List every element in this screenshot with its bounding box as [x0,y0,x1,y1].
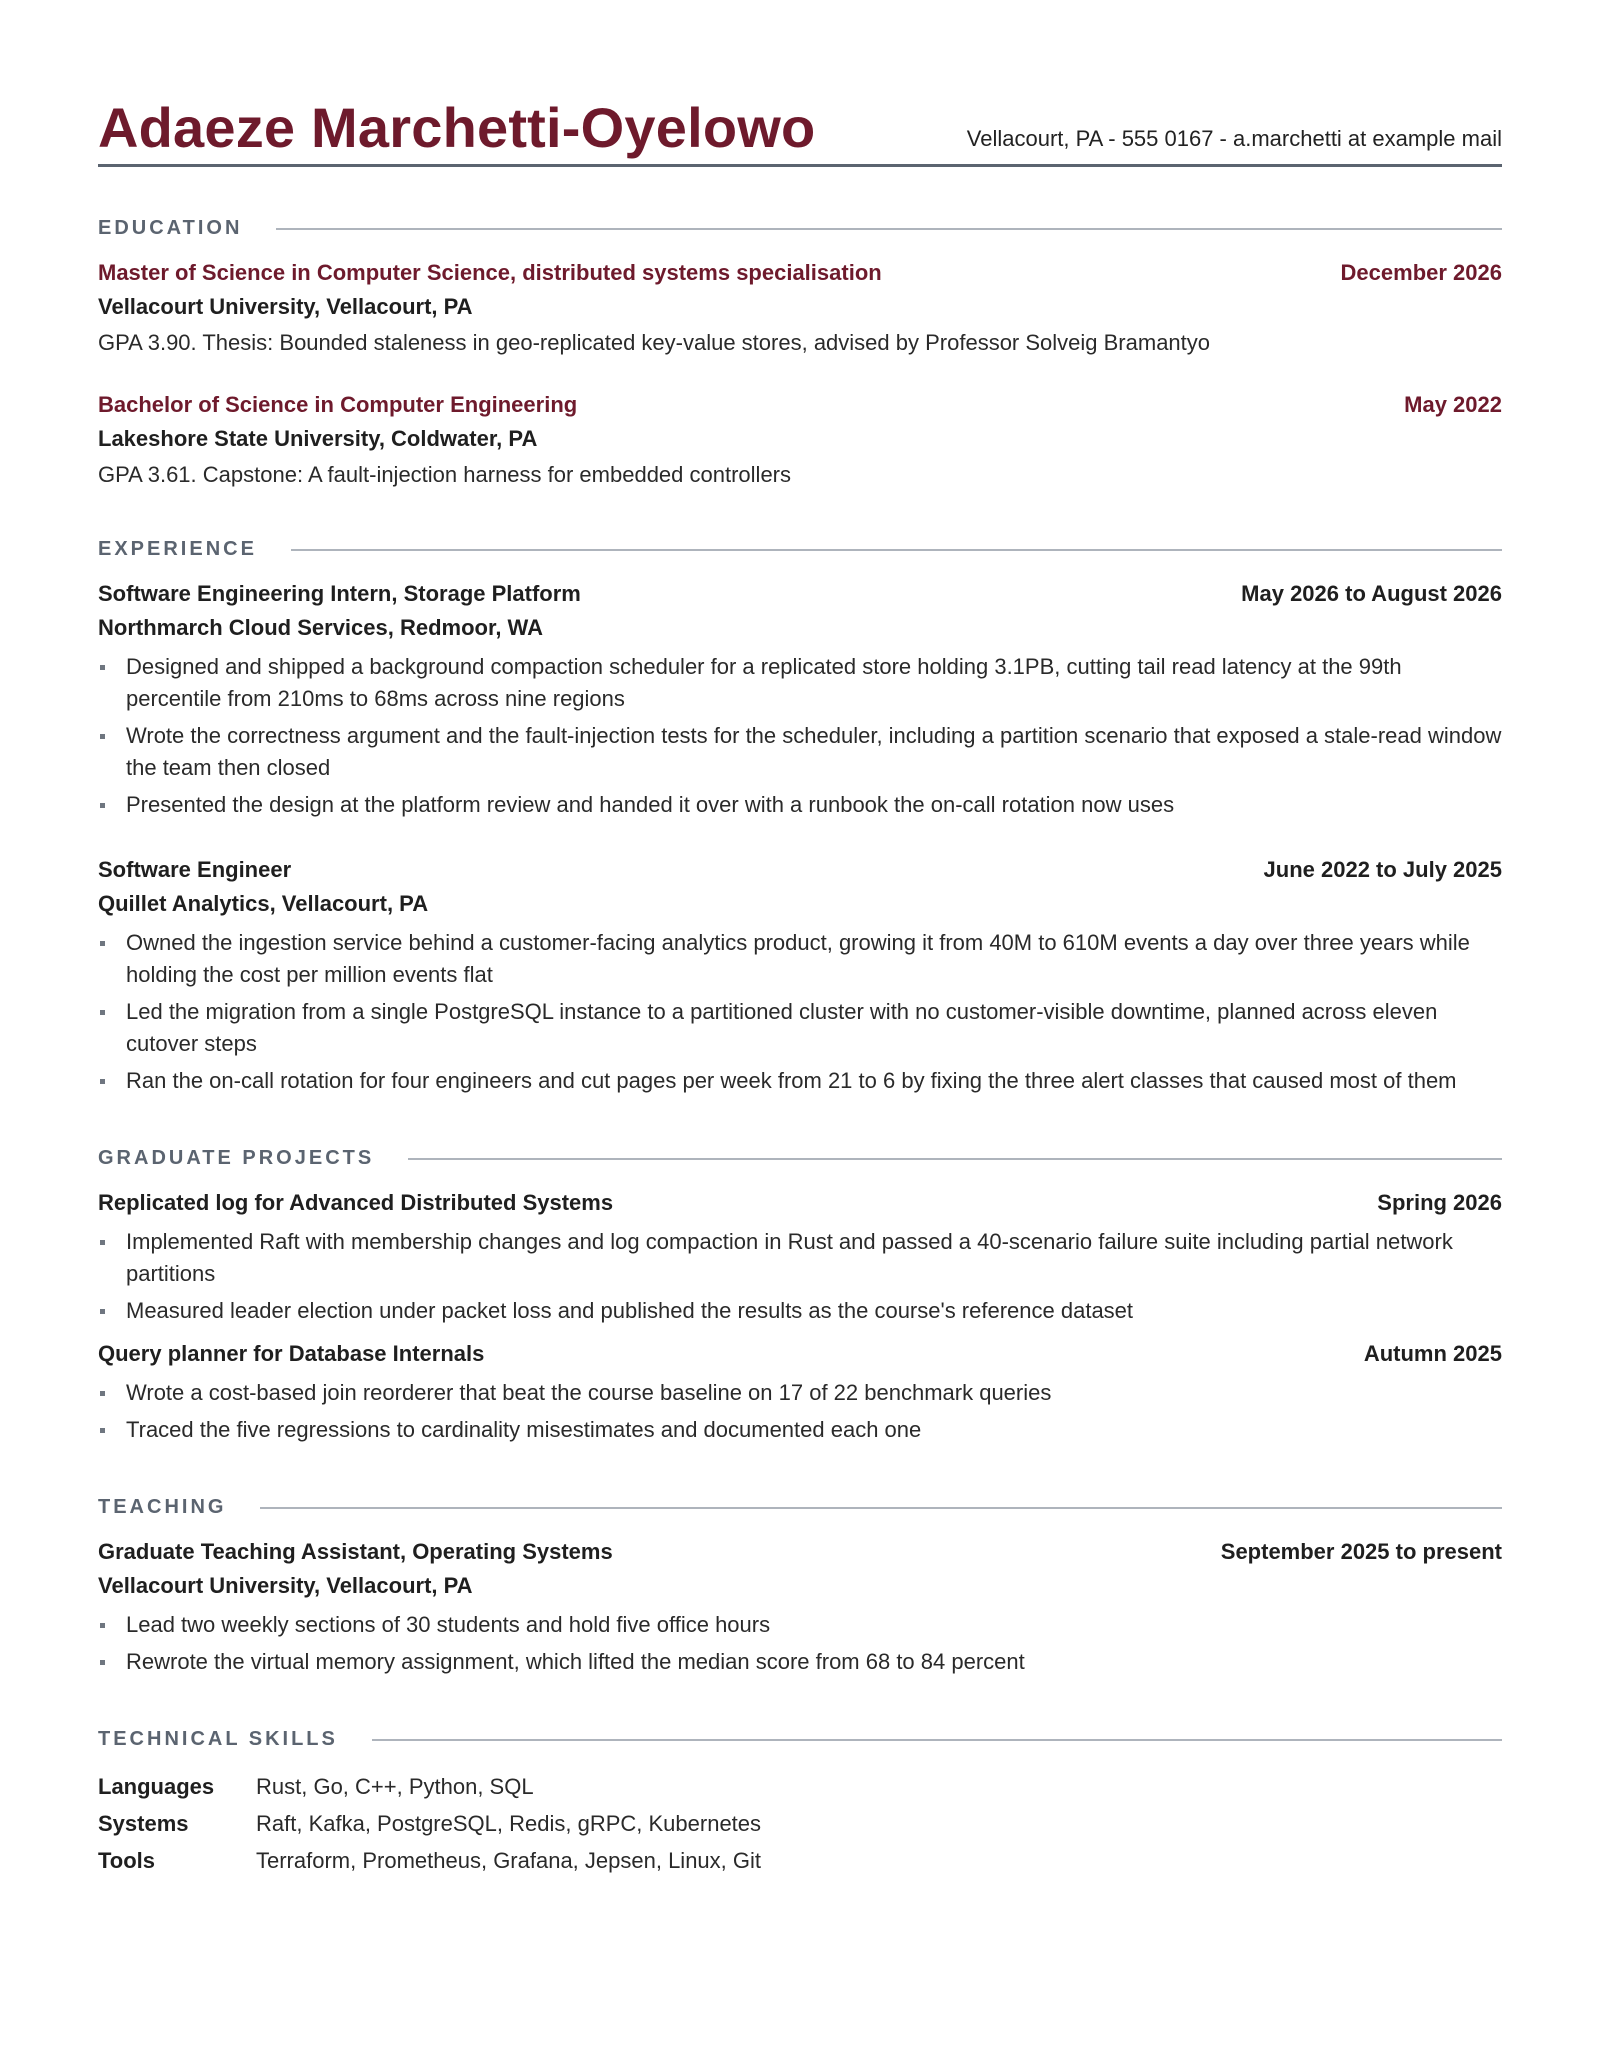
experience-entry [98,857,1502,1097]
section-title: EXPERIENCE [98,538,257,560]
achievement-list [98,1226,1502,1327]
experience-entry [98,581,1502,821]
skill-category: Systems [98,1811,189,1836]
list-item: Measured leader election under packet loss and published the results as the course's reference dataset [98,1295,1502,1327]
skill-values: Rust, Go, C++, Python, SQL [256,1774,534,1799]
list-item: Traced the five regressions to cardinality misestimates and documented each one [98,1414,1502,1446]
degree-title: Master of Science in Computer Science, distributed systems specialisation [98,260,882,285]
contact-line: Vellacourt, PA - 555 0167 - a.marchetti at example mail [966,126,1502,151]
degree-date: May 2022 [1404,392,1502,417]
list-item: Presented the design at the platform review and handed it over with a runbook the on-call rotation now uses [98,789,1502,821]
section-title: EDUCATION [98,217,243,239]
list-item: Designed and shipped a background compaction scheduler for a replicated store holding 3.1PB, cutting tail read latency at the 99th percentile from 210ms to 68ms across nine regions [98,651,1502,715]
section-divider [276,228,1502,230]
education-entry [98,260,1502,356]
education-entry [98,392,1502,488]
section-title: GRADUATE PROJECTS [98,1147,375,1169]
list-item: Lead two weekly sections of 30 students and hold five office hours [98,1609,1502,1641]
degree-date: December 2026 [1340,260,1502,285]
school-name: Lakeshore State University, Coldwater, PA [98,426,538,451]
section-divider [291,549,1502,551]
section-title: TECHNICAL SKILLS [98,1728,338,1750]
achievement-list [98,1377,1502,1446]
skill-category: Tools [98,1848,156,1873]
project-title: Replicated log for Advanced Distributed Systems [98,1190,614,1215]
list-item: Owned the ingestion service behind a customer-facing analytics product, growing it from 40M to 610M events a day over three years while holding the cost per million events flat [98,927,1502,991]
degree-detail: GPA 3.61. Capstone: A fault-injection harness for embedded controllers [98,462,791,487]
list-item: Wrote the correctness argument and the fault-injection tests for the scheduler, including a partition scenario that exposed a stale-read window the team then closed [98,720,1502,784]
projects-section-heading [98,1147,1502,1170]
project-entry [98,1190,1502,1327]
section-divider [408,1158,1502,1160]
achievement-list [98,651,1502,821]
candidate-name: Adaeze Marchetti-Oyelowo [98,96,816,159]
experience-section-heading [98,538,1502,561]
employer-name: Northmarch Cloud Services, Redmoor, WA [98,615,543,640]
section-divider [372,1739,1502,1741]
skill-values: Raft, Kafka, PostgreSQL, Redis, gRPC, Kubernetes [256,1811,762,1836]
degree-title: Bachelor of Science in Computer Engineering [98,392,578,417]
teaching-entry [98,1539,1502,1678]
project-title: Query planner for Database Internals [98,1341,485,1366]
achievement-list [98,927,1502,1097]
skills-table [98,1771,1502,1877]
job-dates: May 2026 to August 2026 [1241,581,1502,606]
section-divider [260,1507,1502,1509]
list-item: Wrote a cost-based join reorderer that beat the course baseline on 17 of 22 benchmark queries [98,1377,1502,1409]
project-entry [98,1341,1502,1446]
section-title: TEACHING [98,1496,227,1518]
degree-detail: GPA 3.90. Thesis: Bounded staleness in geo-replicated key-value stores, advised by Professor Solveig Bramantyo [98,330,1211,355]
teaching-section-heading [98,1496,1502,1519]
skill-values: Terraform, Prometheus, Grafana, Jepsen, Linux, Git [256,1848,762,1873]
job-title: Software Engineering Intern, Storage Platform [98,581,581,606]
list-item: Led the migration from a single PostgreSQL instance to a partitioned cluster with no customer-visible downtime, planned across eleven cutover steps [98,996,1502,1060]
education-section-heading [98,217,1502,240]
employer-name: Quillet Analytics, Vellacourt, PA [98,891,429,916]
achievement-list [98,1609,1502,1678]
job-title: Software Engineer [98,857,292,882]
institution-name: Vellacourt University, Vellacourt, PA [98,1573,473,1598]
list-item: Implemented Raft with membership changes and log compaction in Rust and passed a 40-scenario failure suite including partial network partitions [98,1226,1502,1290]
job-dates: June 2022 to July 2025 [1263,857,1502,882]
teaching-title: Graduate Teaching Assistant, Operating Systems [98,1539,613,1564]
teaching-dates: September 2025 to present [1220,1539,1502,1564]
project-date: Spring 2026 [1377,1190,1502,1215]
list-item: Ran the on-call rotation for four engineers and cut pages per week from 21 to 6 by fixing the three alert classes that caused most of them [98,1065,1502,1097]
project-date: Autumn 2025 [1363,1341,1502,1366]
skill-category: Languages [98,1774,215,1799]
school-name: Vellacourt University, Vellacourt, PA [98,294,473,319]
resume-header [98,96,1502,167]
list-item: Rewrote the virtual memory assignment, which lifted the median score from 68 to 84 percent [98,1646,1502,1678]
skills-section-heading [98,1728,1502,1751]
